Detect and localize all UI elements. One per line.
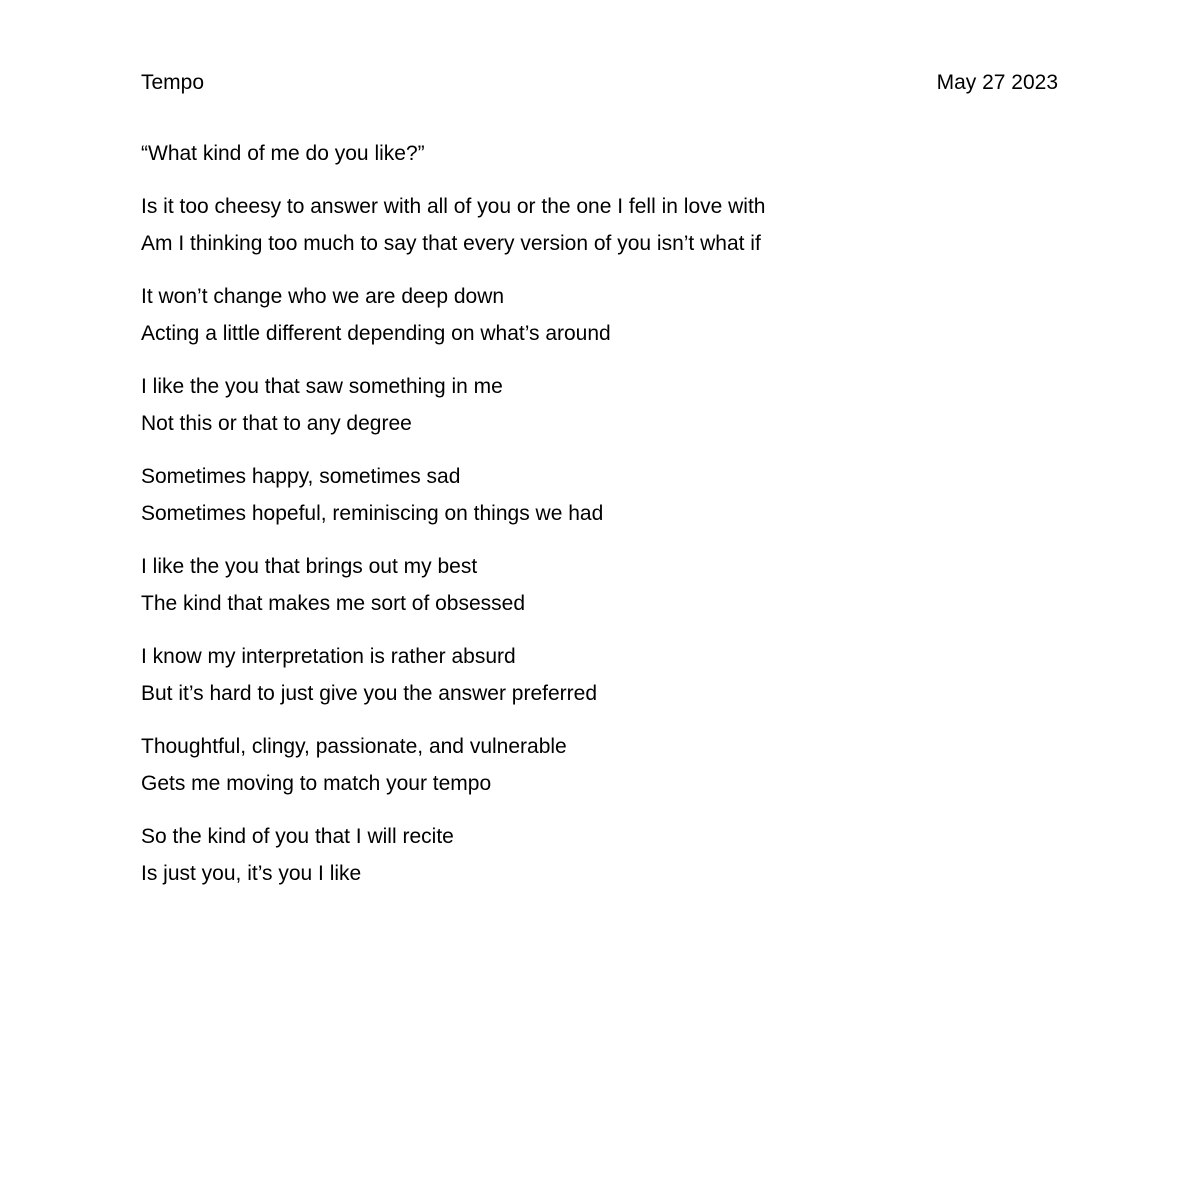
stanza-9 — [141, 822, 1101, 897]
poem-line: Thoughtful, clingy, passionate, and vulnerable — [141, 734, 567, 758]
poem-line: It won’t change who we are deep down — [141, 284, 505, 308]
stanza-4 — [141, 372, 1101, 447]
poem-line: The kind that makes me sort of obsessed — [141, 592, 526, 615]
poem-line: I like the you that saw something in me — [141, 374, 503, 398]
stanza-8 — [141, 732, 1101, 807]
poem-line: Sometimes happy, sometimes sad — [141, 464, 461, 488]
poem-title: Tempo — [141, 71, 205, 94]
poem-line: “What kind of me do you like?” — [141, 142, 425, 165]
stanza-3 — [141, 282, 1101, 357]
poem-line: Am I thinking too much to say that every version of you isn’t what if — [141, 232, 761, 255]
poem-line: Acting a little different depending on what’s around — [141, 322, 611, 345]
document-header — [141, 68, 1058, 98]
poem-line: Is it too cheesy to answer with all of you or the one I fell in love with — [141, 194, 766, 218]
poem-line: I know my interpretation is rather absurd — [141, 644, 516, 668]
poem-date: May 27 2023 — [936, 71, 1058, 94]
stanza-2 — [141, 192, 1101, 267]
poem-line: Is just you, it’s you I like — [141, 862, 362, 885]
stanza-7 — [141, 642, 1101, 717]
poem-line: So the kind of you that I will recite — [141, 824, 454, 848]
poem-line: Not this or that to any degree — [141, 412, 412, 435]
stanza-6 — [141, 552, 1101, 627]
poem-line: But it’s hard to just give you the answer preferred — [141, 682, 598, 705]
poem-body — [141, 139, 1101, 897]
poem-line: Gets me moving to match your tempo — [141, 772, 492, 795]
poem-line: I like the you that brings out my best — [141, 554, 478, 578]
stanza-5 — [141, 462, 1101, 537]
poem-line: Sometimes hopeful, reminiscing on things we had — [141, 502, 604, 525]
stanza-1 — [141, 139, 1101, 177]
